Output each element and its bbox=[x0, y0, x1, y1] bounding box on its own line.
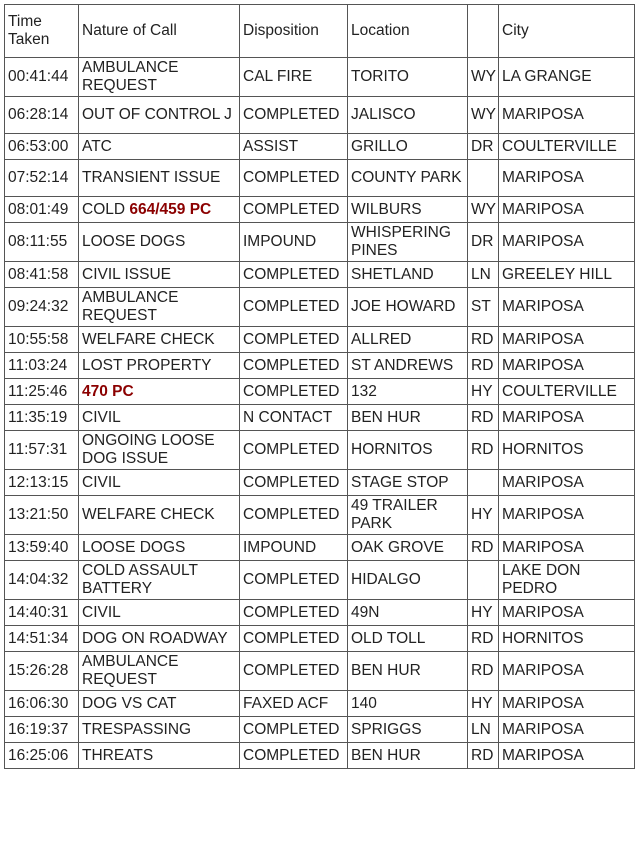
cell-location: HIDALGO bbox=[348, 561, 468, 600]
nature-text: AMBULANCE REQUEST bbox=[82, 289, 179, 324]
cell-city: MARIPOSA bbox=[499, 288, 635, 327]
cell-street-suffix: ST bbox=[468, 288, 499, 327]
header-city: City bbox=[499, 5, 635, 58]
cell-time: 11:57:31 bbox=[5, 431, 79, 470]
cell-location: BEN HUR bbox=[348, 652, 468, 691]
cell-nature bbox=[79, 561, 240, 600]
cell-nature bbox=[79, 717, 240, 743]
cell-city: MARIPOSA bbox=[499, 223, 635, 262]
table-row bbox=[5, 134, 635, 160]
cell-street-suffix: RD bbox=[468, 535, 499, 561]
cell-disposition: COMPLETED bbox=[240, 561, 348, 600]
penal-code: 664/459 PC bbox=[129, 200, 212, 218]
cell-location: ALLRED bbox=[348, 327, 468, 353]
nature-text: LOST PROPERTY bbox=[82, 356, 212, 374]
cell-nature bbox=[79, 197, 240, 223]
cell-nature bbox=[79, 470, 240, 496]
cell-time: 13:21:50 bbox=[5, 496, 79, 535]
cell-location: ST ANDREWS bbox=[348, 353, 468, 379]
table-row bbox=[5, 288, 635, 327]
nature-text: ONGOING LOOSE DOG ISSUE bbox=[82, 432, 215, 467]
header-disposition: Disposition bbox=[240, 5, 348, 58]
cell-nature bbox=[79, 379, 240, 405]
cell-nature bbox=[79, 353, 240, 379]
header-street-suffix bbox=[468, 5, 499, 58]
cell-nature bbox=[79, 160, 240, 197]
cell-time: 07:52:14 bbox=[5, 160, 79, 197]
nature-text: CIVIL bbox=[82, 473, 121, 491]
cell-street-suffix: RD bbox=[468, 353, 499, 379]
cell-location: TORITO bbox=[348, 58, 468, 97]
cell-nature bbox=[79, 535, 240, 561]
cell-location: GRILLO bbox=[348, 134, 468, 160]
header-row bbox=[5, 5, 635, 58]
cell-city: MARIPOSA bbox=[499, 353, 635, 379]
cell-street-suffix: HY bbox=[468, 600, 499, 626]
table-row bbox=[5, 600, 635, 626]
nature-text: DOG VS CAT bbox=[82, 694, 177, 712]
table-row bbox=[5, 97, 635, 134]
cell-time: 11:03:24 bbox=[5, 353, 79, 379]
table-row bbox=[5, 743, 635, 769]
call-log-table bbox=[4, 4, 635, 769]
table-row bbox=[5, 379, 635, 405]
cell-disposition: COMPLETED bbox=[240, 652, 348, 691]
table-row bbox=[5, 58, 635, 97]
cell-street-suffix: LN bbox=[468, 717, 499, 743]
nature-text: CIVIL ISSUE bbox=[82, 265, 172, 283]
cell-street-suffix: RD bbox=[468, 405, 499, 431]
nature-text: COLD ASSAULT BATTERY bbox=[82, 562, 198, 597]
cell-street-suffix bbox=[468, 160, 499, 197]
cell-city: LAKE DON PEDRO bbox=[499, 561, 635, 600]
cell-street-suffix: DR bbox=[468, 223, 499, 262]
cell-disposition: COMPLETED bbox=[240, 97, 348, 134]
cell-city: MARIPOSA bbox=[499, 327, 635, 353]
cell-disposition: FAXED ACF bbox=[240, 691, 348, 717]
table-row bbox=[5, 197, 635, 223]
cell-disposition: COMPLETED bbox=[240, 353, 348, 379]
cell-city: MARIPOSA bbox=[499, 691, 635, 717]
cell-disposition: COMPLETED bbox=[240, 626, 348, 652]
cell-nature bbox=[79, 223, 240, 262]
table-row bbox=[5, 470, 635, 496]
cell-time: 06:28:14 bbox=[5, 97, 79, 134]
nature-text: WELFARE CHECK bbox=[82, 330, 215, 348]
cell-city: MARIPOSA bbox=[499, 600, 635, 626]
cell-city: COULTERVILLE bbox=[499, 134, 635, 160]
cell-nature bbox=[79, 431, 240, 470]
cell-street-suffix bbox=[468, 561, 499, 600]
cell-time: 08:11:55 bbox=[5, 223, 79, 262]
cell-disposition: COMPLETED bbox=[240, 160, 348, 197]
table-row bbox=[5, 535, 635, 561]
header-time-taken: Time Taken bbox=[5, 5, 79, 58]
cell-location: 132 bbox=[348, 379, 468, 405]
cell-city: MARIPOSA bbox=[499, 405, 635, 431]
cell-street-suffix: HY bbox=[468, 496, 499, 535]
cell-time: 08:41:58 bbox=[5, 262, 79, 288]
call-log-body bbox=[5, 58, 635, 769]
cell-nature bbox=[79, 405, 240, 431]
nature-text: COLD bbox=[82, 200, 130, 218]
cell-street-suffix: RD bbox=[468, 327, 499, 353]
table-row bbox=[5, 327, 635, 353]
cell-city: GREELEY HILL bbox=[499, 262, 635, 288]
cell-time: 14:51:34 bbox=[5, 626, 79, 652]
nature-text: CIVIL bbox=[82, 603, 121, 621]
cell-city: MARIPOSA bbox=[499, 535, 635, 561]
cell-nature bbox=[79, 652, 240, 691]
cell-nature bbox=[79, 496, 240, 535]
cell-city: LA GRANGE bbox=[499, 58, 635, 97]
cell-location: WILBURS bbox=[348, 197, 468, 223]
cell-location: OLD TOLL bbox=[348, 626, 468, 652]
cell-location: 49 TRAILER PARK bbox=[348, 496, 468, 535]
nature-text: AMBULANCE REQUEST bbox=[82, 653, 179, 688]
table-row bbox=[5, 353, 635, 379]
table-row bbox=[5, 496, 635, 535]
nature-text: AMBULANCE REQUEST bbox=[82, 59, 179, 94]
nature-text: THREATS bbox=[82, 746, 154, 764]
cell-street-suffix: RD bbox=[468, 431, 499, 470]
cell-time: 16:19:37 bbox=[5, 717, 79, 743]
table-row bbox=[5, 652, 635, 691]
cell-disposition: COMPLETED bbox=[240, 496, 348, 535]
table-row bbox=[5, 561, 635, 600]
cell-time: 14:40:31 bbox=[5, 600, 79, 626]
cell-disposition: COMPLETED bbox=[240, 431, 348, 470]
cell-city: MARIPOSA bbox=[499, 197, 635, 223]
cell-disposition: ASSIST bbox=[240, 134, 348, 160]
cell-city: MARIPOSA bbox=[499, 743, 635, 769]
nature-text: CIVIL bbox=[82, 408, 121, 426]
cell-disposition: CAL FIRE bbox=[240, 58, 348, 97]
cell-time: 12:13:15 bbox=[5, 470, 79, 496]
table-row bbox=[5, 262, 635, 288]
cell-street-suffix: DR bbox=[468, 134, 499, 160]
cell-disposition: COMPLETED bbox=[240, 197, 348, 223]
header-location: Location bbox=[348, 5, 468, 58]
cell-time: 09:24:32 bbox=[5, 288, 79, 327]
cell-city: HORNITOS bbox=[499, 431, 635, 470]
cell-disposition: COMPLETED bbox=[240, 327, 348, 353]
cell-nature bbox=[79, 691, 240, 717]
table-row bbox=[5, 691, 635, 717]
nature-text: LOOSE DOGS bbox=[82, 538, 186, 556]
cell-time: 11:35:19 bbox=[5, 405, 79, 431]
cell-disposition: IMPOUND bbox=[240, 223, 348, 262]
cell-disposition: COMPLETED bbox=[240, 262, 348, 288]
cell-city: MARIPOSA bbox=[499, 652, 635, 691]
nature-text: OUT OF CONTROL J bbox=[82, 106, 232, 123]
cell-time: 00:41:44 bbox=[5, 58, 79, 97]
nature-text: WELFARE CHECK bbox=[82, 506, 215, 523]
cell-street-suffix: RD bbox=[468, 743, 499, 769]
cell-location: JOE HOWARD bbox=[348, 288, 468, 327]
cell-time: 16:06:30 bbox=[5, 691, 79, 717]
cell-time: 14:04:32 bbox=[5, 561, 79, 600]
cell-nature bbox=[79, 262, 240, 288]
cell-nature bbox=[79, 626, 240, 652]
cell-street-suffix: WY bbox=[468, 197, 499, 223]
cell-street-suffix: WY bbox=[468, 97, 499, 134]
nature-text: LOOSE DOGS bbox=[82, 233, 186, 250]
cell-location: JALISCO bbox=[348, 97, 468, 134]
cell-nature bbox=[79, 743, 240, 769]
cell-street-suffix: LN bbox=[468, 262, 499, 288]
cell-disposition: COMPLETED bbox=[240, 470, 348, 496]
cell-disposition: IMPOUND bbox=[240, 535, 348, 561]
cell-time: 06:53:00 bbox=[5, 134, 79, 160]
table-row bbox=[5, 405, 635, 431]
cell-time: 08:01:49 bbox=[5, 197, 79, 223]
cell-city: MARIPOSA bbox=[499, 470, 635, 496]
cell-disposition: COMPLETED bbox=[240, 600, 348, 626]
cell-city: COULTERVILLE bbox=[499, 379, 635, 405]
cell-street-suffix: RD bbox=[468, 652, 499, 691]
cell-location: WHISPERING PINES bbox=[348, 223, 468, 262]
cell-time: 16:25:06 bbox=[5, 743, 79, 769]
nature-text: TRESPASSING bbox=[82, 720, 192, 738]
cell-time: 15:26:28 bbox=[5, 652, 79, 691]
cell-location: COUNTY PARK bbox=[348, 160, 468, 197]
cell-location: BEN HUR bbox=[348, 405, 468, 431]
table-row bbox=[5, 431, 635, 470]
cell-time: 13:59:40 bbox=[5, 535, 79, 561]
cell-time: 11:25:46 bbox=[5, 379, 79, 405]
cell-city: MARIPOSA bbox=[499, 717, 635, 743]
table-row bbox=[5, 626, 635, 652]
cell-street-suffix: RD bbox=[468, 626, 499, 652]
table-row bbox=[5, 717, 635, 743]
cell-location: SPRIGGS bbox=[348, 717, 468, 743]
cell-disposition: COMPLETED bbox=[240, 379, 348, 405]
cell-disposition: COMPLETED bbox=[240, 288, 348, 327]
cell-nature bbox=[79, 97, 240, 134]
cell-city: MARIPOSA bbox=[499, 97, 635, 134]
cell-location: HORNITOS bbox=[348, 431, 468, 470]
cell-nature bbox=[79, 288, 240, 327]
cell-city: MARIPOSA bbox=[499, 496, 635, 535]
cell-disposition: N CONTACT bbox=[240, 405, 348, 431]
cell-nature bbox=[79, 134, 240, 160]
cell-location: 140 bbox=[348, 691, 468, 717]
cell-disposition: COMPLETED bbox=[240, 717, 348, 743]
cell-disposition: COMPLETED bbox=[240, 743, 348, 769]
header-nature-of-call: Nature of Call bbox=[79, 5, 240, 58]
cell-location: 49N bbox=[348, 600, 468, 626]
nature-text: DOG ON ROADWAY bbox=[82, 629, 228, 647]
nature-text: TRANSIENT ISSUE bbox=[82, 169, 221, 186]
cell-location: STAGE STOP bbox=[348, 470, 468, 496]
cell-street-suffix: HY bbox=[468, 379, 499, 405]
table-row bbox=[5, 223, 635, 262]
cell-location: OAK GROVE bbox=[348, 535, 468, 561]
cell-nature bbox=[79, 600, 240, 626]
cell-nature bbox=[79, 327, 240, 353]
penal-code: 470 PC bbox=[82, 382, 134, 400]
cell-city: MARIPOSA bbox=[499, 160, 635, 197]
cell-location: BEN HUR bbox=[348, 743, 468, 769]
cell-time: 10:55:58 bbox=[5, 327, 79, 353]
cell-street-suffix: WY bbox=[468, 58, 499, 97]
cell-nature bbox=[79, 58, 240, 97]
cell-location: SHETLAND bbox=[348, 262, 468, 288]
table-row bbox=[5, 160, 635, 197]
cell-street-suffix: HY bbox=[468, 691, 499, 717]
nature-text: ATC bbox=[82, 137, 112, 155]
cell-street-suffix bbox=[468, 470, 499, 496]
cell-city: HORNITOS bbox=[499, 626, 635, 652]
